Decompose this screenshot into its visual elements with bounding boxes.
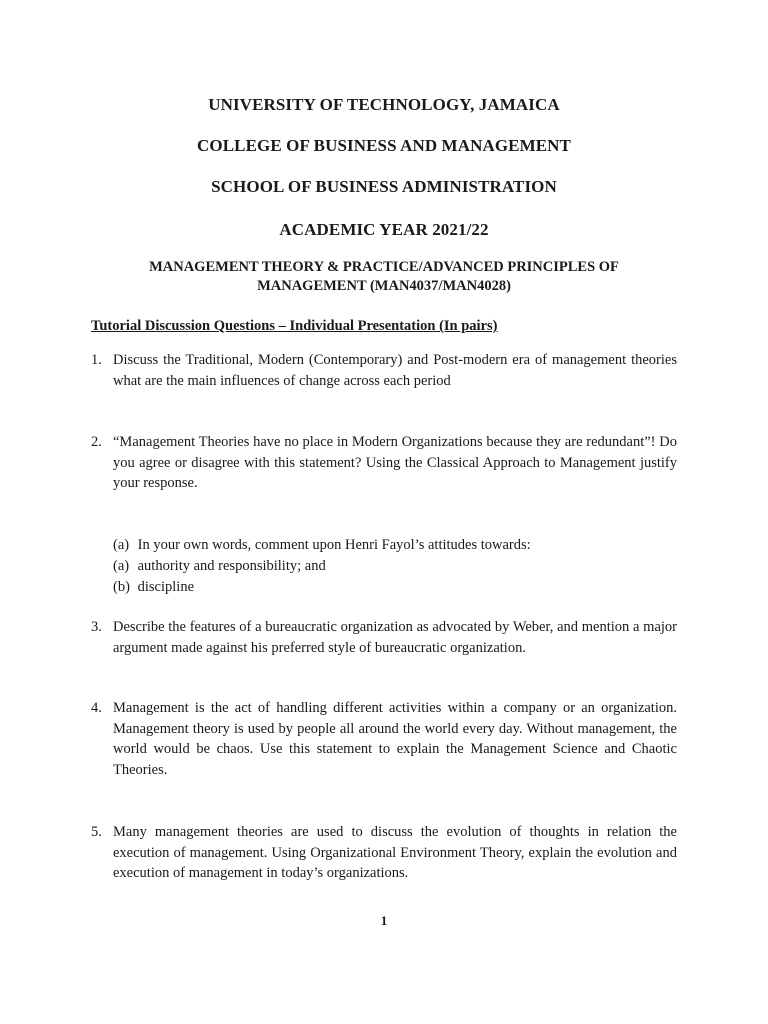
academic-year: ACADEMIC YEAR 2021/22	[279, 220, 489, 239]
question-number: 2.	[91, 434, 102, 450]
course-title-line-1: MANAGEMENT THEORY & PRACTICE/ADVANCED PRINCIPLES OF	[149, 259, 619, 275]
question-text: Management is the act of handling different activities within a company or an organization. Management theory is used by people all around the world every day. Without management, the world would be chaos. Use this statement to explain the Management Science and Chaotic Theories.	[113, 700, 677, 778]
sub-item-text: In your own words, comment upon Henri Fayol’s attitudes towards:	[137, 537, 531, 553]
question-text: Describe the features of a bureaucratic organization as advocated by Weber, and mention a major argument made against his preferred style of bureaucratic organization.	[113, 619, 677, 656]
sub-item-label: (b)	[113, 579, 130, 595]
sub-item-label: (a)	[113, 537, 130, 553]
sub-item-label: (a)	[113, 558, 130, 574]
fayol-sub-items	[113, 535, 531, 598]
question-text: Discuss the Traditional, Modern (Contemporary) and Post-modern era of management theories what are the main influences of change across each period	[113, 352, 677, 389]
sub-item-text: discipline	[137, 579, 195, 595]
question-item	[91, 617, 677, 658]
page-number: 1	[380, 913, 388, 928]
question-item	[91, 698, 677, 780]
section-title: Tutorial Discussion Questions – Individual Presentation (In pairs)	[91, 318, 498, 334]
course-title	[88, 258, 680, 296]
question-number: 1.	[91, 352, 102, 368]
question-text: Many management theories are used to discuss the evolution of thoughts in relation the execution of management. Using Organizational Environment Theory, explain the evolution and execution of management in today’s organizations.	[113, 824, 677, 881]
question-number: 3.	[91, 619, 102, 635]
course-title-line-2: MANAGEMENT (MAN4037/MAN4028)	[257, 278, 511, 294]
sub-item	[113, 535, 531, 556]
question-text: “Management Theories have no place in Modern Organizations because they are redundant”! Do you agree or disagree with this statement? Using the Classical Approach to Management justify your response.	[113, 434, 677, 491]
sub-item	[113, 577, 531, 598]
college-name: COLLEGE OF BUSINESS AND MANAGEMENT	[197, 136, 571, 155]
question-number: 5.	[91, 824, 102, 840]
question-item	[91, 822, 677, 884]
question-number: 4.	[91, 700, 102, 716]
school-name: SCHOOL OF BUSINESS ADMINISTRATION	[211, 177, 557, 196]
question-item	[91, 350, 677, 391]
university-name: UNIVERSITY OF TECHNOLOGY, JAMAICA	[208, 95, 560, 114]
sub-item-text: authority and responsibility; and	[137, 558, 326, 574]
sub-item	[113, 556, 531, 577]
question-item	[91, 432, 677, 494]
